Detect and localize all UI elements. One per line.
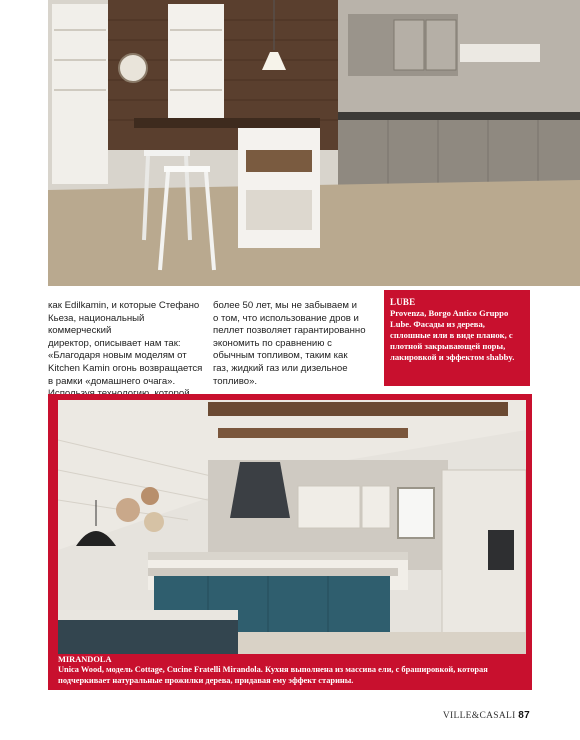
magazine-name: VILLE&CASALI: [442, 711, 516, 721]
kitchen-photo-mirandola: [58, 400, 526, 654]
kitchen-photo-lube: [48, 0, 580, 286]
caption-mirandola-brand: MIRANDOLA: [58, 655, 112, 664]
caption-mirandola-text: Unica Wood, модель Cottage, Cucine Fratelli Mirandola. Кухня выполнена из массива ели, с брашировкой, которая подчеркивает натуральные прожилки дерева, придавая ему эффект старины.: [58, 665, 488, 685]
caption-lube-text: Provenza, Borgo Antico Gruppo Lube. Фасады из дерева, сплошные или в виде планок, с плотной закрывающей поры, лакировкой и эффектом shabby.: [390, 308, 515, 362]
article-column-2: более 50 лет, мы не забываем и о том, что использование дров и пеллет позволяет гарантированно экономить по сравнению с обычным топливом, таким как газ, жидкий газ или дизельное топливо».: [213, 300, 366, 387]
page-footer: [443, 710, 530, 721]
caption-lube: [384, 290, 530, 386]
page-number: 87: [518, 710, 530, 721]
caption-lube-brand: LUBE: [390, 297, 416, 307]
article-column-1: как Edilkamin, и которые Стефано Кьеза, национальный коммерческий директор, описывает нам так: «Благодаря новым моделям от Kitchen Kamin огонь возвращается в рамки «домашнего очага».: [48, 300, 203, 387]
caption-mirandola: [58, 654, 526, 688]
